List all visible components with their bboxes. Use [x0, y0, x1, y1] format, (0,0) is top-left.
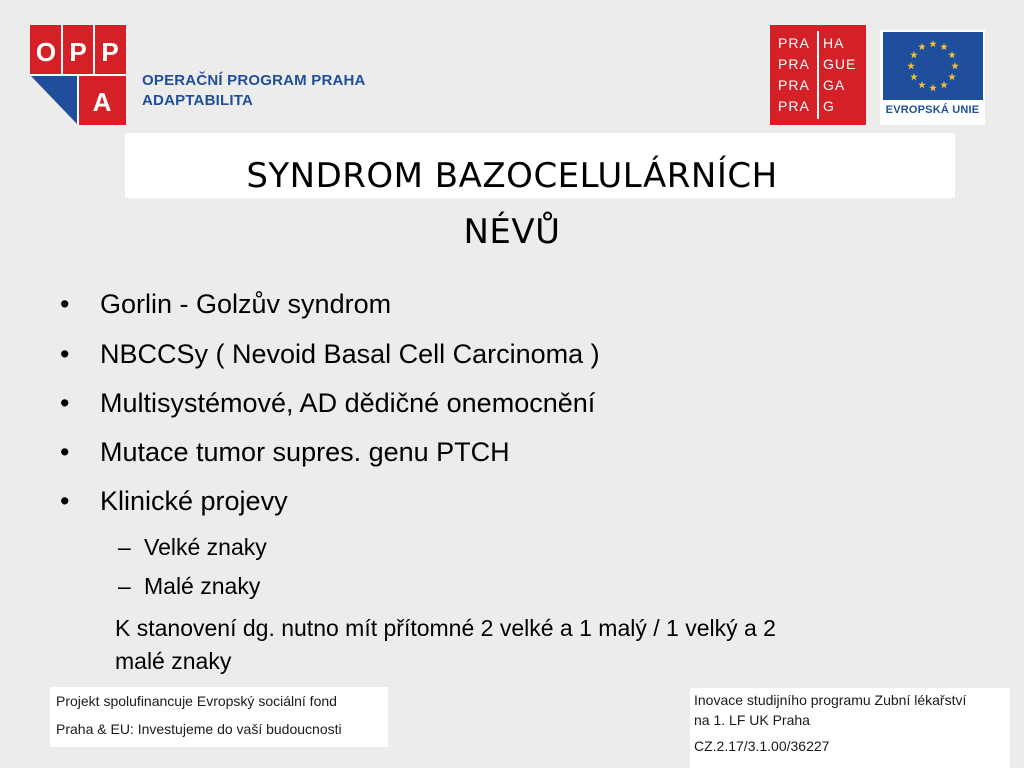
- sub-bullet-marker: –: [118, 573, 131, 599]
- slide-title: [100, 148, 924, 260]
- praha-logo-text: G: [823, 98, 835, 114]
- oppa-letter-o: O: [35, 37, 57, 67]
- diagnosis-note-line1: K stanovení dg. nutno mít přítomné 2 velké a 1 malý / 1 velký a 2: [115, 615, 776, 641]
- footer-left: [50, 687, 388, 747]
- footer-right: [690, 688, 1010, 768]
- footer-right-line3: CZ.2.17/3.1.00/36227: [694, 738, 830, 754]
- oppa-logo-line1: OPERAČNÍ PROGRAM PRAHA: [142, 72, 366, 89]
- praha-logo-text: GUE: [823, 56, 857, 72]
- praha-logo: [770, 25, 866, 125]
- praha-logo-text: PRA: [778, 77, 810, 93]
- bullet-marker: •: [60, 388, 70, 418]
- oppa-letter-p1: P: [69, 37, 87, 67]
- praha-logo-text: PRA: [778, 35, 810, 51]
- praha-logo-text: PRA: [778, 56, 810, 72]
- praha-logo-left-column: [778, 33, 810, 117]
- bullet-marker: •: [60, 486, 70, 516]
- diagnosis-note: [115, 612, 945, 678]
- praha-logo-right-column: [823, 33, 856, 117]
- bullet-text: Multisystémové, AD dědičné onemocnění: [100, 388, 596, 418]
- bullet-text: Gorlin - Golzův syndrom: [100, 289, 392, 319]
- oppa-logo-line2: ADAPTABILITA: [142, 92, 253, 109]
- bullet-text: NBCCSy ( Nevoid Basal Cell Carcinoma ): [100, 339, 600, 369]
- sub-bullet-text: Velké znaky: [144, 534, 267, 560]
- oppa-logo-mark: [30, 25, 126, 125]
- sub-bullet-marker: –: [118, 534, 131, 560]
- praha-logo-text: GA: [823, 77, 846, 93]
- praha-logo-text: PRA: [778, 98, 810, 114]
- slide-title-line2: NÉVŮ: [463, 212, 561, 252]
- praha-logo-divider: [817, 31, 819, 119]
- praha-logo-text: HA: [823, 35, 845, 51]
- sub-bullet-text: Malé znaky: [144, 573, 261, 599]
- oppa-logo-text: [142, 71, 366, 111]
- oppa-letter-p2: P: [101, 37, 119, 67]
- footer-left-line1: Projekt spolufinancuje Evropský sociální fond: [56, 693, 337, 709]
- footer-right-line2: na 1. LF UK Praha: [694, 712, 810, 728]
- bullet-marker: •: [60, 437, 70, 467]
- bullet-text: Mutace tumor supres. genu PTCH: [100, 437, 510, 467]
- eu-flag-icon: [883, 32, 983, 100]
- diagnosis-note-line2: malé znaky: [115, 648, 232, 674]
- bullet-text: Klinické projevy: [100, 486, 288, 516]
- eu-logo-label: EVROPSKÁ UNIE: [885, 104, 980, 116]
- slide-title-line1: SYNDROM BAZOCELULÁRNÍCH: [246, 156, 778, 196]
- footer-right-line1: Inovace studijního programu Zubní lékařství: [694, 692, 967, 708]
- bullet-marker: •: [60, 289, 70, 319]
- oppa-letter-a: A: [92, 87, 112, 117]
- eu-logo: [880, 30, 985, 125]
- bullet-marker: •: [60, 339, 70, 369]
- oppa-logo: [30, 25, 370, 125]
- footer-left-line2: Praha & EU: Investujeme do vaší budoucnosti: [56, 721, 342, 737]
